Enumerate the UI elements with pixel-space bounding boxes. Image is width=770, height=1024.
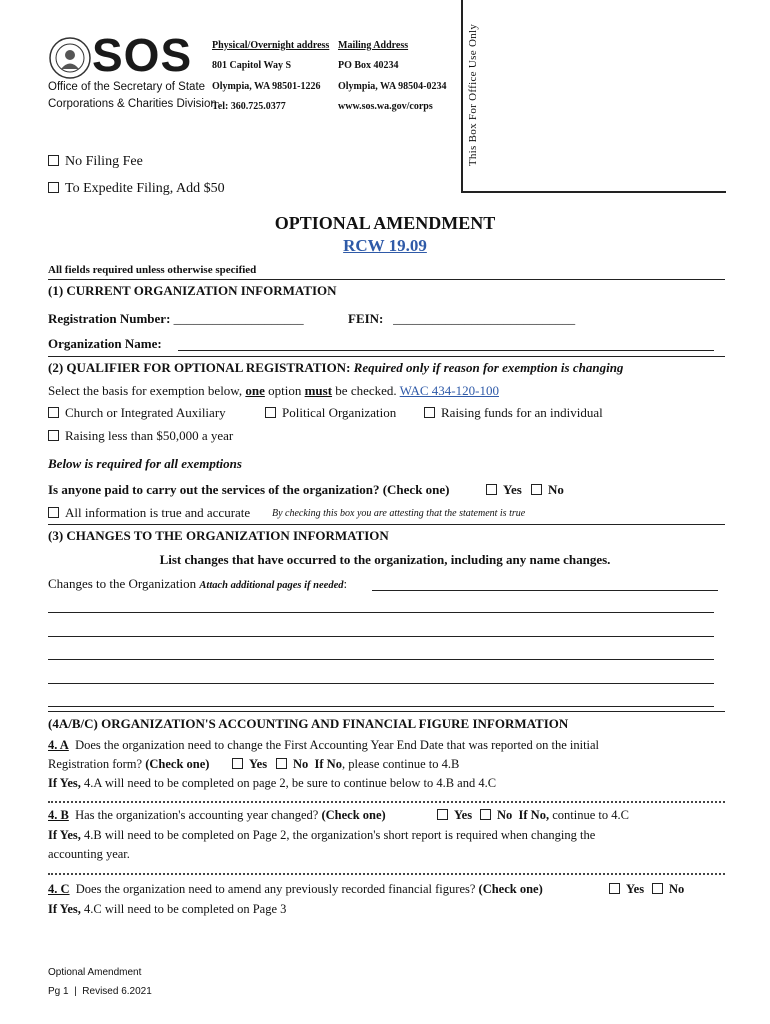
rcw-link[interactable]: RCW 19.09 [343, 236, 427, 255]
changes-field-line[interactable] [48, 683, 714, 684]
political-option[interactable]: Political Organization [265, 405, 396, 421]
under-50k-option[interactable]: Raising less than $50,000 a year [48, 428, 233, 444]
paid-yes-option[interactable]: Yes [486, 482, 522, 498]
logo [48, 29, 217, 116]
section2-heading: (2) QUALIFIER FOR OPTIONAL REGISTRATION: Required only if reason for exemption is changing [48, 360, 624, 375]
paid-yes-checkbox[interactable] [486, 484, 497, 495]
4b-no-option[interactable]: No If No, continue to 4.C [480, 808, 629, 823]
individual-funds-checkbox[interactable] [424, 407, 435, 418]
registration-number-field[interactable]: Registration Number: ____________________ [48, 311, 304, 326]
4a-if-yes-note: If Yes, 4.A will need to be completed on page 2, be sure to continue below to 4.B and 4.C [48, 776, 497, 790]
below-required-note: Below is required for all exemptions [48, 456, 242, 471]
physical-address-label: Physical/Overnight address [212, 40, 330, 51]
church-checkbox[interactable] [48, 407, 59, 418]
wac-link[interactable]: WAC 434-120-100 [399, 383, 499, 398]
list-changes-instructions: List changes that have occurred to the organization, including any name changes. [159, 552, 611, 567]
mailing-address-label: Mailing Address [338, 40, 409, 51]
section1-heading: (1) CURRENT ORGANIZATION INFORMATION [48, 283, 337, 298]
4a-no-option[interactable]: No If No, please continue to 4.B [276, 757, 459, 772]
divider [48, 279, 725, 280]
4b-yes-option[interactable]: Yes [437, 808, 472, 823]
divider [48, 356, 725, 357]
4b-if-yes-note-line2: accounting year. [48, 847, 130, 861]
paid-no-checkbox[interactable] [531, 484, 542, 495]
logo-line2: Corporations & Charities Division [48, 98, 217, 110]
paid-no-option[interactable]: No [531, 482, 564, 498]
logo-line1: Office of the Secretary of State [48, 81, 206, 93]
logo-letters: SOS [92, 29, 193, 81]
question-4a: 4. A Does the organization need to change the First Accounting Year End Date that was reported on the initial [48, 738, 600, 752]
attest-option[interactable]: All information is true and accurate [48, 505, 250, 521]
mailing-city: Olympia, WA 98504-0234 [338, 81, 447, 92]
footer-form-name: Optional Amendment [48, 967, 142, 978]
office-use-label: This Box For Office Use Only [467, 23, 479, 167]
telephone: Tel: 360.725.0377 [212, 101, 286, 112]
mailing-street: PO Box 40234 [338, 60, 399, 71]
changes-field-line[interactable] [48, 659, 714, 660]
section3-heading: (3) CHANGES TO THE ORGANIZATION INFORMATION [48, 528, 389, 543]
all-fields-required: All fields required unless otherwise specified [48, 264, 257, 276]
organization-name-field[interactable] [178, 350, 714, 351]
changes-field-line[interactable] [48, 612, 714, 613]
divider [48, 524, 725, 525]
4c-no-checkbox[interactable] [652, 883, 663, 894]
section4-heading: (4A/B/C) ORGANIZATION'S ACCOUNTING AND FINANCIAL FIGURE INFORMATION [48, 716, 569, 731]
form-title: OPTIONAL AMENDMENT [274, 213, 496, 233]
4c-no-option[interactable]: No [652, 882, 684, 897]
exemption-basis-instructions: Select the basis for exemption below, one option must be checked. WAC 434-120-100 [48, 383, 499, 398]
state-seal-icon [48, 36, 92, 80]
under-50k-checkbox[interactable] [48, 430, 59, 441]
website: www.sos.wa.gov/corps [338, 101, 433, 112]
no-filing-fee-option[interactable]: No Filing Fee [48, 154, 143, 170]
4c-yes-option[interactable]: Yes [609, 882, 644, 897]
4b-no-checkbox[interactable] [480, 809, 491, 820]
4b-if-yes-note: If Yes, 4.B will need to be completed on Page 2, the organization's short report is required when changing the [48, 828, 596, 842]
church-option[interactable]: Church or Integrated Auxiliary [48, 405, 226, 421]
question-4c: 4. C Does the organization need to amend any previously recorded financial figures? (Check one) [48, 882, 543, 896]
4a-no-checkbox[interactable] [276, 758, 287, 769]
expedite-option[interactable]: To Expedite Filing, Add $50 [48, 181, 225, 197]
paid-question: Is anyone paid to carry out the services of the organization? (Check one) [48, 482, 450, 497]
political-checkbox[interactable] [265, 407, 276, 418]
question-4b: 4. B Has the organization's accounting year changed? (Check one) [48, 808, 386, 822]
dotted-divider [48, 801, 725, 803]
footer-page-info: Pg 1 | Revised 6.2021 [48, 986, 152, 997]
dotted-divider [48, 873, 725, 875]
changes-label: Changes to the Organization Attach additional pages if needed: [48, 576, 348, 591]
office-use-box [461, 0, 726, 193]
individual-funds-option[interactable]: Raising funds for an individual [424, 405, 603, 421]
question-4a-line2: Registration form? (Check one) [48, 757, 210, 771]
attest-note: By checking this box you are attesting that the statement is true [272, 508, 526, 519]
divider [48, 711, 725, 712]
physical-street: 801 Capitol Way S [212, 60, 291, 71]
4b-yes-checkbox[interactable] [437, 809, 448, 820]
expedite-checkbox[interactable] [48, 182, 59, 193]
4a-yes-checkbox[interactable] [232, 758, 243, 769]
4a-yes-option[interactable]: Yes [232, 757, 267, 772]
4c-yes-checkbox[interactable] [609, 883, 620, 894]
attest-checkbox[interactable] [48, 507, 59, 518]
physical-city: Olympia, WA 98501-1226 [212, 81, 321, 92]
organization-name-label: Organization Name: [48, 336, 162, 351]
changes-field-line[interactable] [48, 636, 714, 637]
changes-field-line[interactable] [48, 706, 714, 707]
4c-if-yes-note: If Yes, 4.C will need to be completed on Page 3 [48, 902, 287, 916]
changes-field-line[interactable] [372, 590, 718, 591]
no-filing-fee-checkbox[interactable] [48, 155, 59, 166]
fein-field[interactable]: FEIN: ____________________________ [348, 311, 576, 326]
